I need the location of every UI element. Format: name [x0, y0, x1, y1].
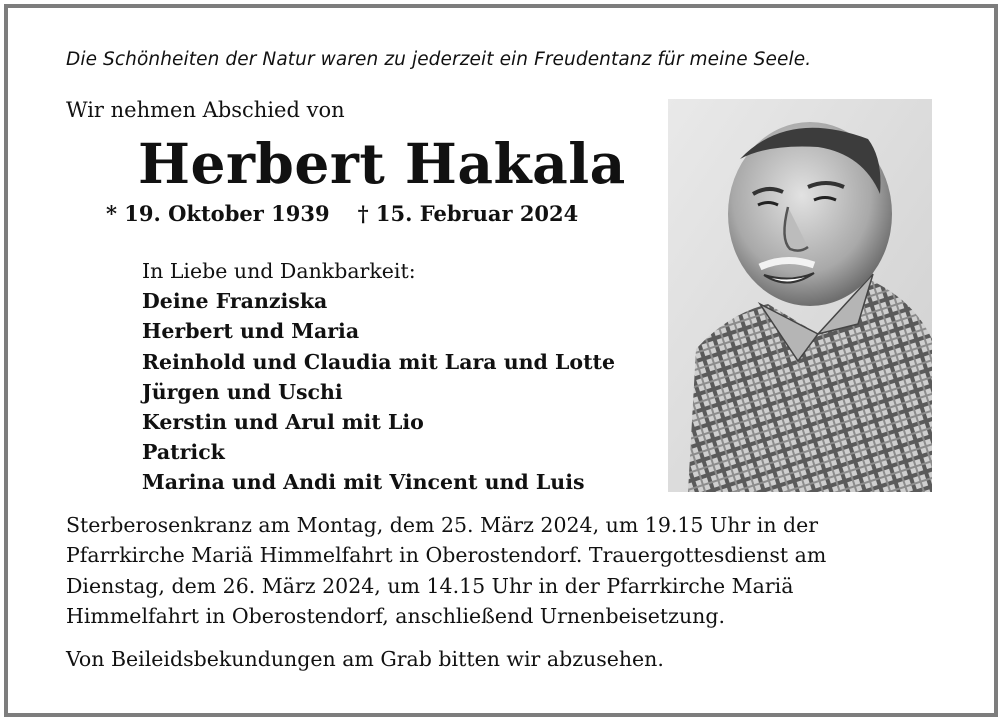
service-line: Sterberosenkranz am Montag, dem 25. März 2024, um 19.15 Uhr in der [66, 513, 819, 537]
service-details [66, 510, 916, 631]
service-line: Pfarrkirche Mariä Himmelfahrt in Oberostendorf. Trauergottesdienst am [66, 543, 827, 568]
mourners-heading: In Liebe und Dankbarkeit: [142, 259, 416, 283]
mourner-entry: Patrick [142, 440, 225, 465]
life-dates [106, 201, 578, 226]
condolence-note: Von Beileidsbekundungen am Grab bitten wir abzusehen. [66, 647, 664, 671]
service-line: Dienstag, dem 26. März 2024, um 14.15 Uhr in der Pfarrkirche Mariä [66, 573, 794, 598]
birth-date: * 19. Oktober 1939 [106, 201, 330, 226]
mourner-entry: Kerstin und Arul mit Lio [142, 410, 424, 435]
mourner-entry: Reinhold und Claudia mit Lara und Lotte [142, 349, 616, 374]
motto-quote: Die Schönheiten der Natur waren zu jederzeit ein Freudentanz für meine Seele. [66, 49, 812, 70]
mourner-entry: Herbert und Maria [142, 319, 360, 344]
deceased-name: Herbert Hakala [138, 131, 626, 196]
service-line: Himmelfahrt in Oberostendorf, anschließend Urnenbeisetzung. [66, 603, 725, 628]
death-date: † 15. Februar 2024 [357, 201, 579, 226]
mourners-list [142, 256, 615, 498]
farewell-intro: Wir nehmen Abschied von [66, 98, 345, 122]
mourner-entry: Jürgen und Uschi [142, 379, 343, 404]
mourner-entry: Deine Franziska [142, 289, 328, 314]
portrait-photo [668, 99, 932, 492]
mourner-entry: Marina und Andi mit Vincent und Luis [142, 470, 585, 495]
